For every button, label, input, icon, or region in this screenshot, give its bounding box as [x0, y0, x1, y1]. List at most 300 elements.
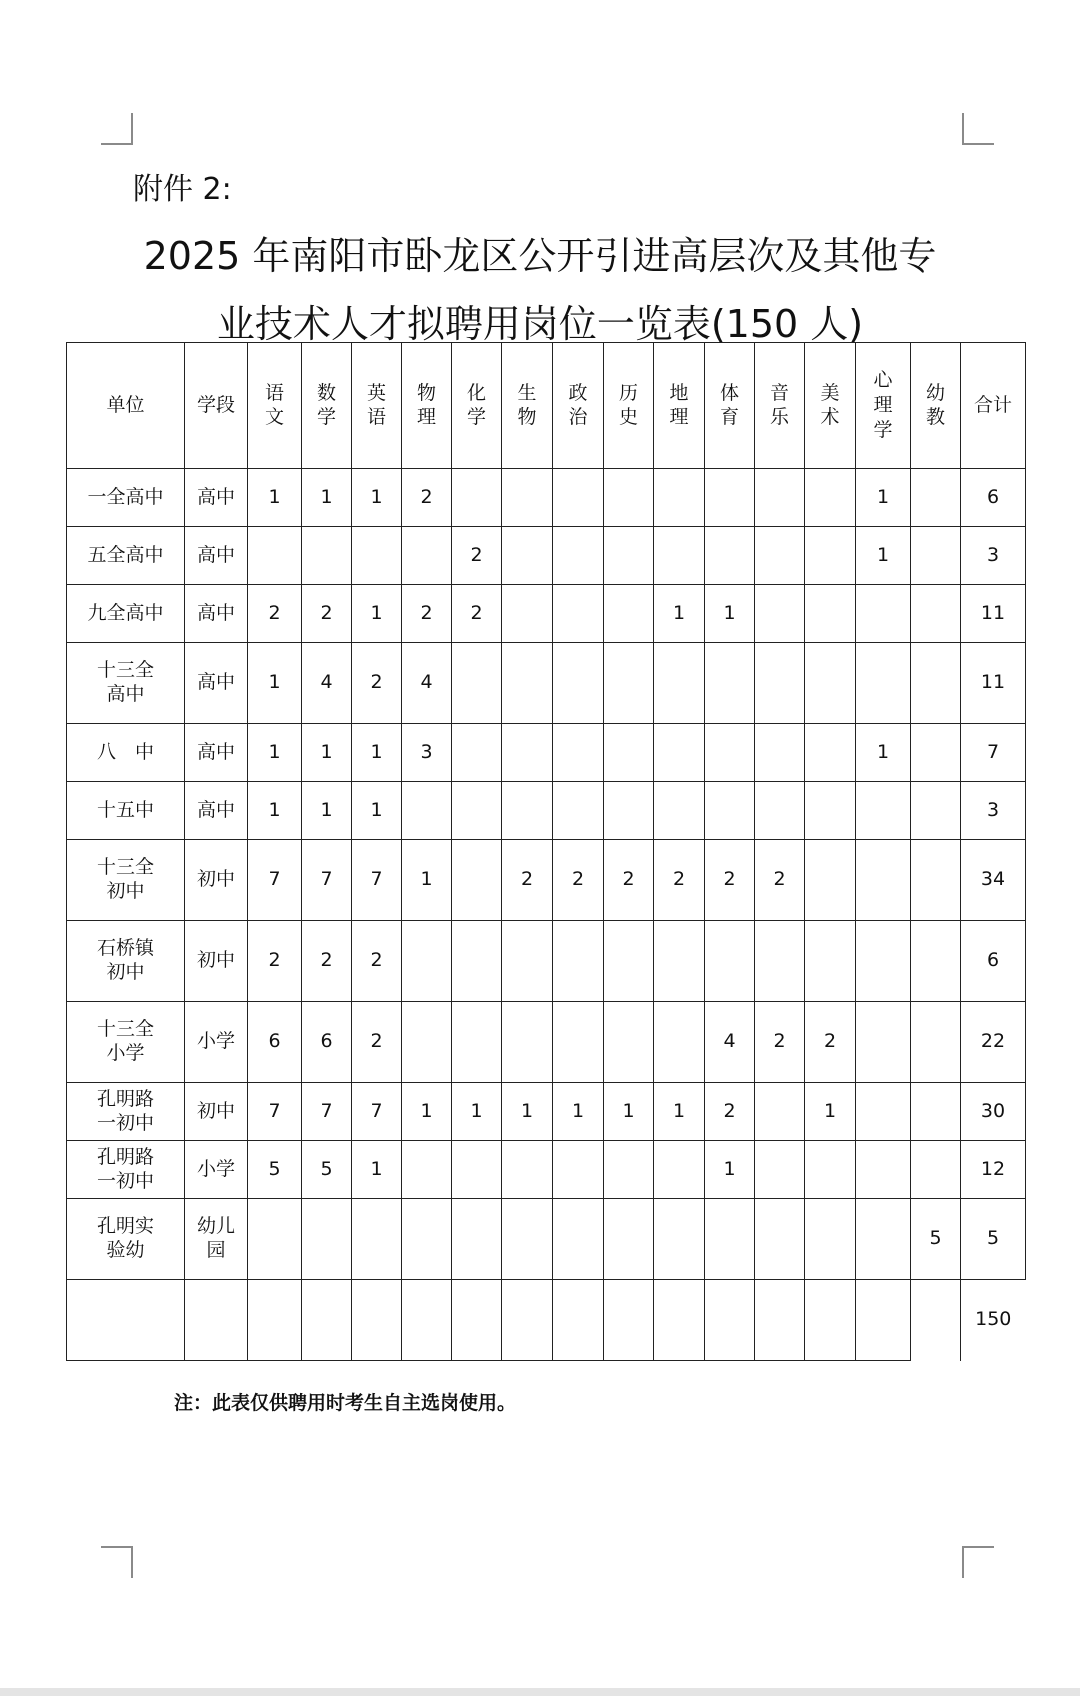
- count-cell: [705, 469, 755, 527]
- row-total-cell: 30: [961, 1083, 1026, 1141]
- count-cell: [502, 921, 553, 1002]
- table-row: [67, 527, 1026, 585]
- header-label: 学段: [196, 393, 235, 416]
- count-cell: [452, 782, 502, 840]
- unit-cell: [67, 840, 185, 921]
- row-total-cell: 12: [961, 1141, 1026, 1199]
- count-cell: 1: [352, 724, 402, 782]
- count-cell: [502, 643, 553, 724]
- count-cell: 2: [553, 840, 604, 921]
- stage-cell: [185, 469, 248, 527]
- count-cell: [654, 643, 705, 724]
- unit-name: 九全高中: [87, 601, 164, 624]
- count-cell: 1: [302, 782, 352, 840]
- grand-total-cell: 150: [961, 1280, 1026, 1361]
- count-cell: [502, 527, 553, 585]
- count-cell: 2: [248, 585, 302, 643]
- header-label: 幼教: [925, 381, 945, 429]
- count-cell: [502, 1002, 553, 1083]
- count-cell: [452, 840, 502, 921]
- count-cell: 7: [248, 1083, 302, 1141]
- header-label: 地理: [669, 381, 689, 429]
- count-cell: [911, 643, 961, 724]
- count-cell: [452, 1199, 502, 1280]
- header-label: 历史: [618, 381, 638, 429]
- empty-cell: [755, 1280, 805, 1361]
- count-cell: [452, 1141, 502, 1199]
- count-cell: [654, 782, 705, 840]
- count-cell: 4: [705, 1002, 755, 1083]
- count-cell: 1: [805, 1083, 856, 1141]
- count-cell: [402, 1141, 452, 1199]
- unit-name: 五全高中: [87, 543, 164, 566]
- count-cell: [805, 1199, 856, 1280]
- stage-cell: [185, 1199, 248, 1280]
- count-cell: 2: [302, 921, 352, 1002]
- unit-name: 石桥镇初中: [96, 937, 154, 983]
- count-cell: 1: [705, 585, 755, 643]
- header-cell: [352, 343, 402, 469]
- count-cell: [402, 527, 452, 585]
- count-cell: [911, 724, 961, 782]
- header-cell: [805, 343, 856, 469]
- table-row: [67, 1083, 1026, 1141]
- count-cell: 2: [705, 1083, 755, 1141]
- empty-cell: [67, 1280, 185, 1361]
- stage-cell: [185, 724, 248, 782]
- header-label: 心理学: [873, 369, 893, 441]
- count-cell: [402, 921, 452, 1002]
- unit-name: 孔明路一初中: [96, 1087, 154, 1134]
- count-cell: [911, 1141, 961, 1199]
- count-cell: [755, 1141, 805, 1199]
- title-line-2: 业技术人才拟聘用岗位一览表(150 人): [216, 302, 864, 346]
- stage-cell: [185, 1083, 248, 1141]
- header-label: 语文: [264, 381, 284, 429]
- count-cell: [911, 840, 961, 921]
- count-cell: 2: [352, 1002, 402, 1083]
- count-cell: [755, 724, 805, 782]
- unit-name: 十三全小学: [96, 1018, 154, 1064]
- unit-name: 八 中: [96, 740, 154, 763]
- table-row: [67, 1002, 1026, 1083]
- table-row: [67, 1141, 1026, 1199]
- count-cell: [705, 782, 755, 840]
- header-cell: [604, 343, 654, 469]
- count-cell: 1: [352, 1141, 402, 1199]
- count-cell: [911, 469, 961, 527]
- row-total-cell: 6: [961, 469, 1026, 527]
- unit-cell: [67, 1141, 185, 1199]
- count-cell: [604, 1199, 654, 1280]
- count-cell: [805, 840, 856, 921]
- count-cell: 1: [856, 469, 911, 527]
- count-cell: [553, 921, 604, 1002]
- crop-mark-top-right: [962, 113, 994, 145]
- count-cell: [755, 921, 805, 1002]
- count-cell: [553, 527, 604, 585]
- header-label: 体育: [719, 381, 739, 429]
- count-cell: [452, 1002, 502, 1083]
- count-cell: 1: [352, 585, 402, 643]
- header-cell: [755, 343, 805, 469]
- empty-cell: [185, 1280, 248, 1361]
- count-cell: 1: [302, 469, 352, 527]
- attachment-label: 附件 2:: [133, 172, 232, 207]
- row-total-cell: 34: [961, 840, 1026, 921]
- stage-cell: [185, 585, 248, 643]
- empty-cell: [302, 1280, 352, 1361]
- count-cell: 1: [302, 724, 352, 782]
- count-cell: [911, 782, 961, 840]
- empty-cell: [248, 1280, 302, 1361]
- count-cell: [553, 724, 604, 782]
- count-cell: [755, 1083, 805, 1141]
- stage-name: 初中: [196, 949, 235, 972]
- stage-name: 初中: [196, 1099, 235, 1122]
- count-cell: 1: [705, 1141, 755, 1199]
- count-cell: [352, 1199, 402, 1280]
- count-cell: 7: [352, 840, 402, 921]
- header-cell: [502, 343, 553, 469]
- empty-cell: [654, 1280, 705, 1361]
- count-cell: [553, 1141, 604, 1199]
- count-cell: [856, 585, 911, 643]
- count-cell: [452, 921, 502, 1002]
- count-cell: 1: [604, 1083, 654, 1141]
- count-cell: [502, 469, 553, 527]
- count-cell: [805, 1141, 856, 1199]
- unit-name: 十三全高中: [96, 659, 154, 705]
- table-row: [67, 585, 1026, 643]
- header-cell: [302, 343, 352, 469]
- count-cell: 1: [248, 724, 302, 782]
- stage-cell: [185, 1141, 248, 1199]
- unit-cell: [67, 782, 185, 840]
- header-row: [67, 343, 1026, 469]
- row-total-cell: 3: [961, 782, 1026, 840]
- unit-cell: [67, 585, 185, 643]
- count-cell: 1: [402, 840, 452, 921]
- count-cell: 1: [856, 724, 911, 782]
- count-cell: [654, 1141, 705, 1199]
- table-row: [67, 1199, 1026, 1280]
- stage-name: 初中: [196, 868, 235, 891]
- table-row: [67, 921, 1026, 1002]
- count-cell: [911, 1083, 961, 1141]
- count-cell: [755, 469, 805, 527]
- count-cell: 2: [502, 840, 553, 921]
- count-cell: [911, 585, 961, 643]
- header-cell: [185, 343, 248, 469]
- unit-cell: [67, 1083, 185, 1141]
- count-cell: [352, 527, 402, 585]
- count-cell: [553, 643, 604, 724]
- header-cell: [553, 343, 604, 469]
- crop-mark-top-left: [101, 113, 133, 145]
- count-cell: [805, 782, 856, 840]
- count-cell: [705, 1199, 755, 1280]
- header-cell: [961, 343, 1026, 469]
- empty-cell: [402, 1280, 452, 1361]
- count-cell: [856, 643, 911, 724]
- row-total-cell: 3: [961, 527, 1026, 585]
- positions-table: [66, 342, 1026, 1361]
- count-cell: [402, 782, 452, 840]
- title-line-1: 2025 年南阳市卧龙区公开引进高层次及其他专: [143, 234, 937, 278]
- row-total-cell: 7: [961, 724, 1026, 782]
- count-cell: 5: [302, 1141, 352, 1199]
- header-label: 音乐: [769, 381, 789, 429]
- count-cell: [402, 1002, 452, 1083]
- unit-cell: [67, 724, 185, 782]
- unit-cell: [67, 1002, 185, 1083]
- count-cell: [911, 527, 961, 585]
- empty-cell: [604, 1280, 654, 1361]
- count-cell: [654, 724, 705, 782]
- count-cell: [805, 527, 856, 585]
- count-cell: [755, 1199, 805, 1280]
- count-cell: [502, 1141, 553, 1199]
- unit-name: 十三全初中: [96, 856, 154, 902]
- header-label: 物理: [416, 381, 436, 429]
- empty-cell: [452, 1280, 502, 1361]
- table-row: [67, 840, 1026, 921]
- count-cell: [604, 921, 654, 1002]
- count-cell: 2: [402, 585, 452, 643]
- count-cell: 1: [248, 469, 302, 527]
- header-cell: [911, 343, 961, 469]
- count-cell: [452, 724, 502, 782]
- table-row: [67, 469, 1026, 527]
- unit-name: 一全高中: [87, 485, 164, 508]
- header-cell: [67, 343, 185, 469]
- count-cell: 2: [805, 1002, 856, 1083]
- count-cell: [856, 782, 911, 840]
- table-note: 注：此表仅供聘用时考生自主选岗使用。: [174, 1392, 517, 1414]
- stage-name: 高中: [196, 740, 235, 763]
- row-total-cell: 22: [961, 1002, 1026, 1083]
- empty-cell: [705, 1280, 755, 1361]
- count-cell: [502, 782, 553, 840]
- table-row: [67, 643, 1026, 724]
- count-cell: [553, 469, 604, 527]
- count-cell: 7: [302, 840, 352, 921]
- count-cell: [452, 643, 502, 724]
- count-cell: [856, 1002, 911, 1083]
- row-total-cell: 6: [961, 921, 1026, 1002]
- header-cell: [705, 343, 755, 469]
- bottom-edge: [0, 1688, 1080, 1696]
- count-cell: [856, 921, 911, 1002]
- count-cell: [654, 527, 705, 585]
- count-cell: 2: [755, 840, 805, 921]
- row-total-cell: 11: [961, 643, 1026, 724]
- count-cell: [805, 469, 856, 527]
- count-cell: [452, 469, 502, 527]
- count-cell: [502, 724, 553, 782]
- count-cell: [805, 724, 856, 782]
- stage-name: 小学: [196, 1157, 235, 1180]
- count-cell: 2: [654, 840, 705, 921]
- count-cell: 3: [402, 724, 452, 782]
- count-cell: [755, 782, 805, 840]
- count-cell: [604, 1002, 654, 1083]
- empty-cell: [805, 1280, 856, 1361]
- row-total-cell: 11: [961, 585, 1026, 643]
- count-cell: 7: [248, 840, 302, 921]
- stage-cell: [185, 782, 248, 840]
- count-cell: [654, 1199, 705, 1280]
- header-label: 政治: [568, 381, 588, 429]
- count-cell: [856, 840, 911, 921]
- count-cell: [911, 921, 961, 1002]
- header-label: 英语: [366, 381, 386, 429]
- count-cell: [755, 643, 805, 724]
- count-cell: [856, 1199, 911, 1280]
- count-cell: 2: [248, 921, 302, 1002]
- count-cell: [805, 921, 856, 1002]
- count-cell: [755, 527, 805, 585]
- stage-cell: [185, 643, 248, 724]
- row-total-cell: 5: [961, 1199, 1026, 1280]
- count-cell: 1: [553, 1083, 604, 1141]
- count-cell: 4: [402, 643, 452, 724]
- empty-cell: [502, 1280, 553, 1361]
- table-row: [67, 724, 1026, 782]
- unit-cell: [67, 921, 185, 1002]
- count-cell: [705, 643, 755, 724]
- count-cell: [302, 527, 352, 585]
- count-cell: 6: [302, 1002, 352, 1083]
- count-cell: 1: [452, 1083, 502, 1141]
- count-cell: [805, 585, 856, 643]
- count-cell: [805, 643, 856, 724]
- stage-name: 高中: [196, 485, 235, 508]
- empty-cell: [856, 1280, 911, 1361]
- header-cell: [856, 343, 911, 469]
- count-cell: [654, 1002, 705, 1083]
- count-cell: [604, 527, 654, 585]
- count-cell: [402, 1199, 452, 1280]
- count-cell: 6: [248, 1002, 302, 1083]
- unit-name: 十五中: [96, 798, 154, 821]
- count-cell: 2: [352, 921, 402, 1002]
- stage-name: 高中: [196, 543, 235, 566]
- unit-cell: [67, 1199, 185, 1280]
- unit-name: 孔明路一初中: [96, 1145, 154, 1192]
- count-cell: 2: [402, 469, 452, 527]
- header-label: 单位: [106, 393, 145, 416]
- count-cell: [604, 724, 654, 782]
- header-label: 合计: [973, 393, 1012, 416]
- unit-cell: [67, 527, 185, 585]
- unit-cell: [67, 643, 185, 724]
- count-cell: [553, 1199, 604, 1280]
- count-cell: 1: [248, 782, 302, 840]
- empty-cell: [553, 1280, 604, 1361]
- header-label: 化学: [466, 381, 486, 429]
- count-cell: [604, 469, 654, 527]
- count-cell: [604, 643, 654, 724]
- stage-name: 小学: [196, 1030, 235, 1053]
- count-cell: [502, 585, 553, 643]
- count-cell: [553, 1002, 604, 1083]
- count-cell: 1: [856, 527, 911, 585]
- count-cell: [553, 782, 604, 840]
- count-cell: 2: [452, 585, 502, 643]
- stage-cell: [185, 527, 248, 585]
- count-cell: 1: [654, 585, 705, 643]
- header-label: 生物: [517, 381, 537, 429]
- count-cell: [248, 1199, 302, 1280]
- stage-cell: [185, 921, 248, 1002]
- header-label: 美术: [820, 381, 840, 429]
- stage-name: 高中: [196, 601, 235, 624]
- stage-name: 幼儿园: [196, 1215, 235, 1261]
- header-cell: [248, 343, 302, 469]
- count-cell: [248, 527, 302, 585]
- count-cell: [705, 921, 755, 1002]
- count-cell: [755, 585, 805, 643]
- count-cell: 1: [402, 1083, 452, 1141]
- count-cell: [502, 1199, 553, 1280]
- count-cell: [654, 921, 705, 1002]
- grand-total-row: [67, 1280, 1026, 1361]
- stage-name: 高中: [196, 798, 235, 821]
- count-cell: 1: [352, 469, 402, 527]
- header-cell: [654, 343, 705, 469]
- count-cell: [856, 1083, 911, 1141]
- header-label: 数学: [316, 381, 336, 429]
- count-cell: 5: [911, 1199, 961, 1280]
- stage-name: 高中: [196, 671, 235, 694]
- count-cell: 5: [248, 1141, 302, 1199]
- count-cell: [604, 585, 654, 643]
- count-cell: [302, 1199, 352, 1280]
- count-cell: 2: [604, 840, 654, 921]
- crop-mark-bottom-left: [101, 1546, 133, 1578]
- count-cell: 1: [654, 1083, 705, 1141]
- table-row: [67, 782, 1026, 840]
- empty-cell: [352, 1280, 402, 1361]
- stage-cell: [185, 840, 248, 921]
- crop-mark-bottom-right: [962, 1546, 994, 1578]
- count-cell: [553, 585, 604, 643]
- count-cell: 2: [302, 585, 352, 643]
- count-cell: 1: [502, 1083, 553, 1141]
- count-cell: [604, 782, 654, 840]
- unit-cell: [67, 469, 185, 527]
- count-cell: 2: [352, 643, 402, 724]
- count-cell: 1: [248, 643, 302, 724]
- count-cell: [705, 527, 755, 585]
- count-cell: [705, 724, 755, 782]
- count-cell: 2: [705, 840, 755, 921]
- count-cell: 2: [755, 1002, 805, 1083]
- count-cell: 2: [452, 527, 502, 585]
- header-cell: [452, 343, 502, 469]
- count-cell: 7: [302, 1083, 352, 1141]
- count-cell: 1: [352, 782, 402, 840]
- stage-cell: [185, 1002, 248, 1083]
- count-cell: [911, 1002, 961, 1083]
- count-cell: 7: [352, 1083, 402, 1141]
- empty-cell: [911, 1280, 961, 1361]
- header-cell: [402, 343, 452, 469]
- count-cell: 4: [302, 643, 352, 724]
- unit-name: 孔明实验幼: [96, 1215, 154, 1261]
